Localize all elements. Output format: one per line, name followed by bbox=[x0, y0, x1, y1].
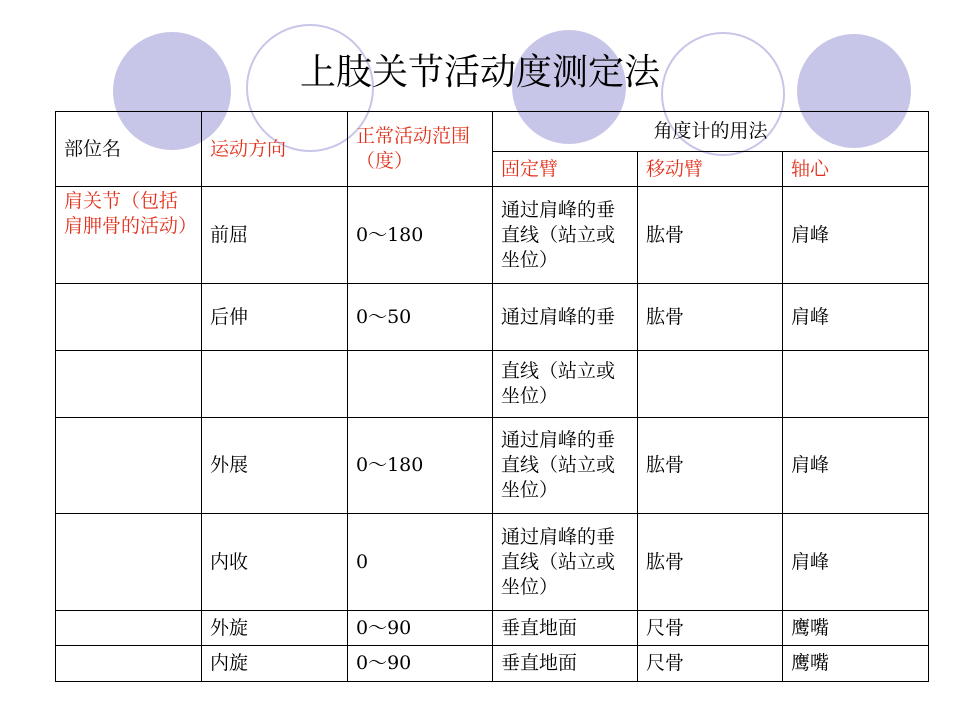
row-direction: 内收 bbox=[202, 514, 348, 611]
row-fixed-arm: 通过肩峰的垂 bbox=[493, 284, 638, 351]
page-title: 上肢关节活动度测定法 bbox=[299, 52, 660, 93]
table-row bbox=[56, 646, 929, 682]
row-part bbox=[56, 514, 202, 611]
row-direction: 内旋 bbox=[202, 646, 348, 682]
table-header-row bbox=[56, 112, 929, 152]
row-fixed-arm: 通过肩峰的垂直线（站立或坐位） bbox=[493, 514, 638, 611]
row-axis: 肩峰 bbox=[783, 418, 929, 514]
row-range bbox=[348, 351, 493, 418]
table-row bbox=[56, 611, 929, 646]
table-row bbox=[56, 187, 929, 284]
row-direction: 前屈 bbox=[202, 187, 348, 284]
header-range: 正常活动范围（度） bbox=[348, 112, 493, 187]
header-direction: 运动方向 bbox=[202, 112, 348, 187]
row-fixed-arm: 直线（站立或坐位） bbox=[493, 351, 638, 418]
row-axis: 肩峰 bbox=[783, 284, 929, 351]
row-direction: 后伸 bbox=[202, 284, 348, 351]
table-row bbox=[56, 514, 929, 611]
row-range: 0～180 bbox=[348, 187, 493, 284]
row-axis: 肩峰 bbox=[783, 187, 929, 284]
row-part bbox=[56, 418, 202, 514]
row-moving-arm: 肱骨 bbox=[638, 514, 783, 611]
row-part bbox=[56, 284, 202, 351]
row-fixed-arm: 垂直地面 bbox=[493, 646, 638, 682]
row-moving-arm: 肱骨 bbox=[638, 284, 783, 351]
row-direction: 外展 bbox=[202, 418, 348, 514]
row-fixed-arm: 通过肩峰的垂直线（站立或坐位） bbox=[493, 187, 638, 284]
row-part bbox=[56, 611, 202, 646]
row-axis: 鹰嘴 bbox=[783, 611, 929, 646]
row-axis: 鹰嘴 bbox=[783, 646, 929, 682]
header-axis: 轴心 bbox=[783, 152, 929, 187]
row-range: 0 bbox=[348, 514, 493, 611]
row-range: 0～90 bbox=[348, 646, 493, 682]
row-axis: 肩峰 bbox=[783, 514, 929, 611]
header-goniometer: 角度计的用法 bbox=[493, 112, 929, 152]
row-part: 肩关节（包括肩胛骨的活动） bbox=[56, 187, 202, 284]
row-range: 0～180 bbox=[348, 418, 493, 514]
row-axis bbox=[783, 351, 929, 418]
table-row bbox=[56, 418, 929, 514]
header-fixed-arm: 固定臂 bbox=[493, 152, 638, 187]
row-direction bbox=[202, 351, 348, 418]
rom-table bbox=[55, 111, 929, 682]
header-moving-arm: 移动臂 bbox=[638, 152, 783, 187]
row-moving-arm bbox=[638, 351, 783, 418]
table-row bbox=[56, 351, 929, 418]
row-moving-arm: 尺骨 bbox=[638, 611, 783, 646]
row-moving-arm: 肱骨 bbox=[638, 187, 783, 284]
row-range: 0～50 bbox=[348, 284, 493, 351]
row-moving-arm: 肱骨 bbox=[638, 418, 783, 514]
row-fixed-arm: 通过肩峰的垂直线（站立或坐位） bbox=[493, 418, 638, 514]
row-part bbox=[56, 351, 202, 418]
header-part: 部位名 bbox=[56, 112, 202, 187]
row-fixed-arm: 垂直地面 bbox=[493, 611, 638, 646]
row-direction: 外旋 bbox=[202, 611, 348, 646]
row-part bbox=[56, 646, 202, 682]
table-row bbox=[56, 284, 929, 351]
row-range: 0～90 bbox=[348, 611, 493, 646]
row-moving-arm: 尺骨 bbox=[638, 646, 783, 682]
